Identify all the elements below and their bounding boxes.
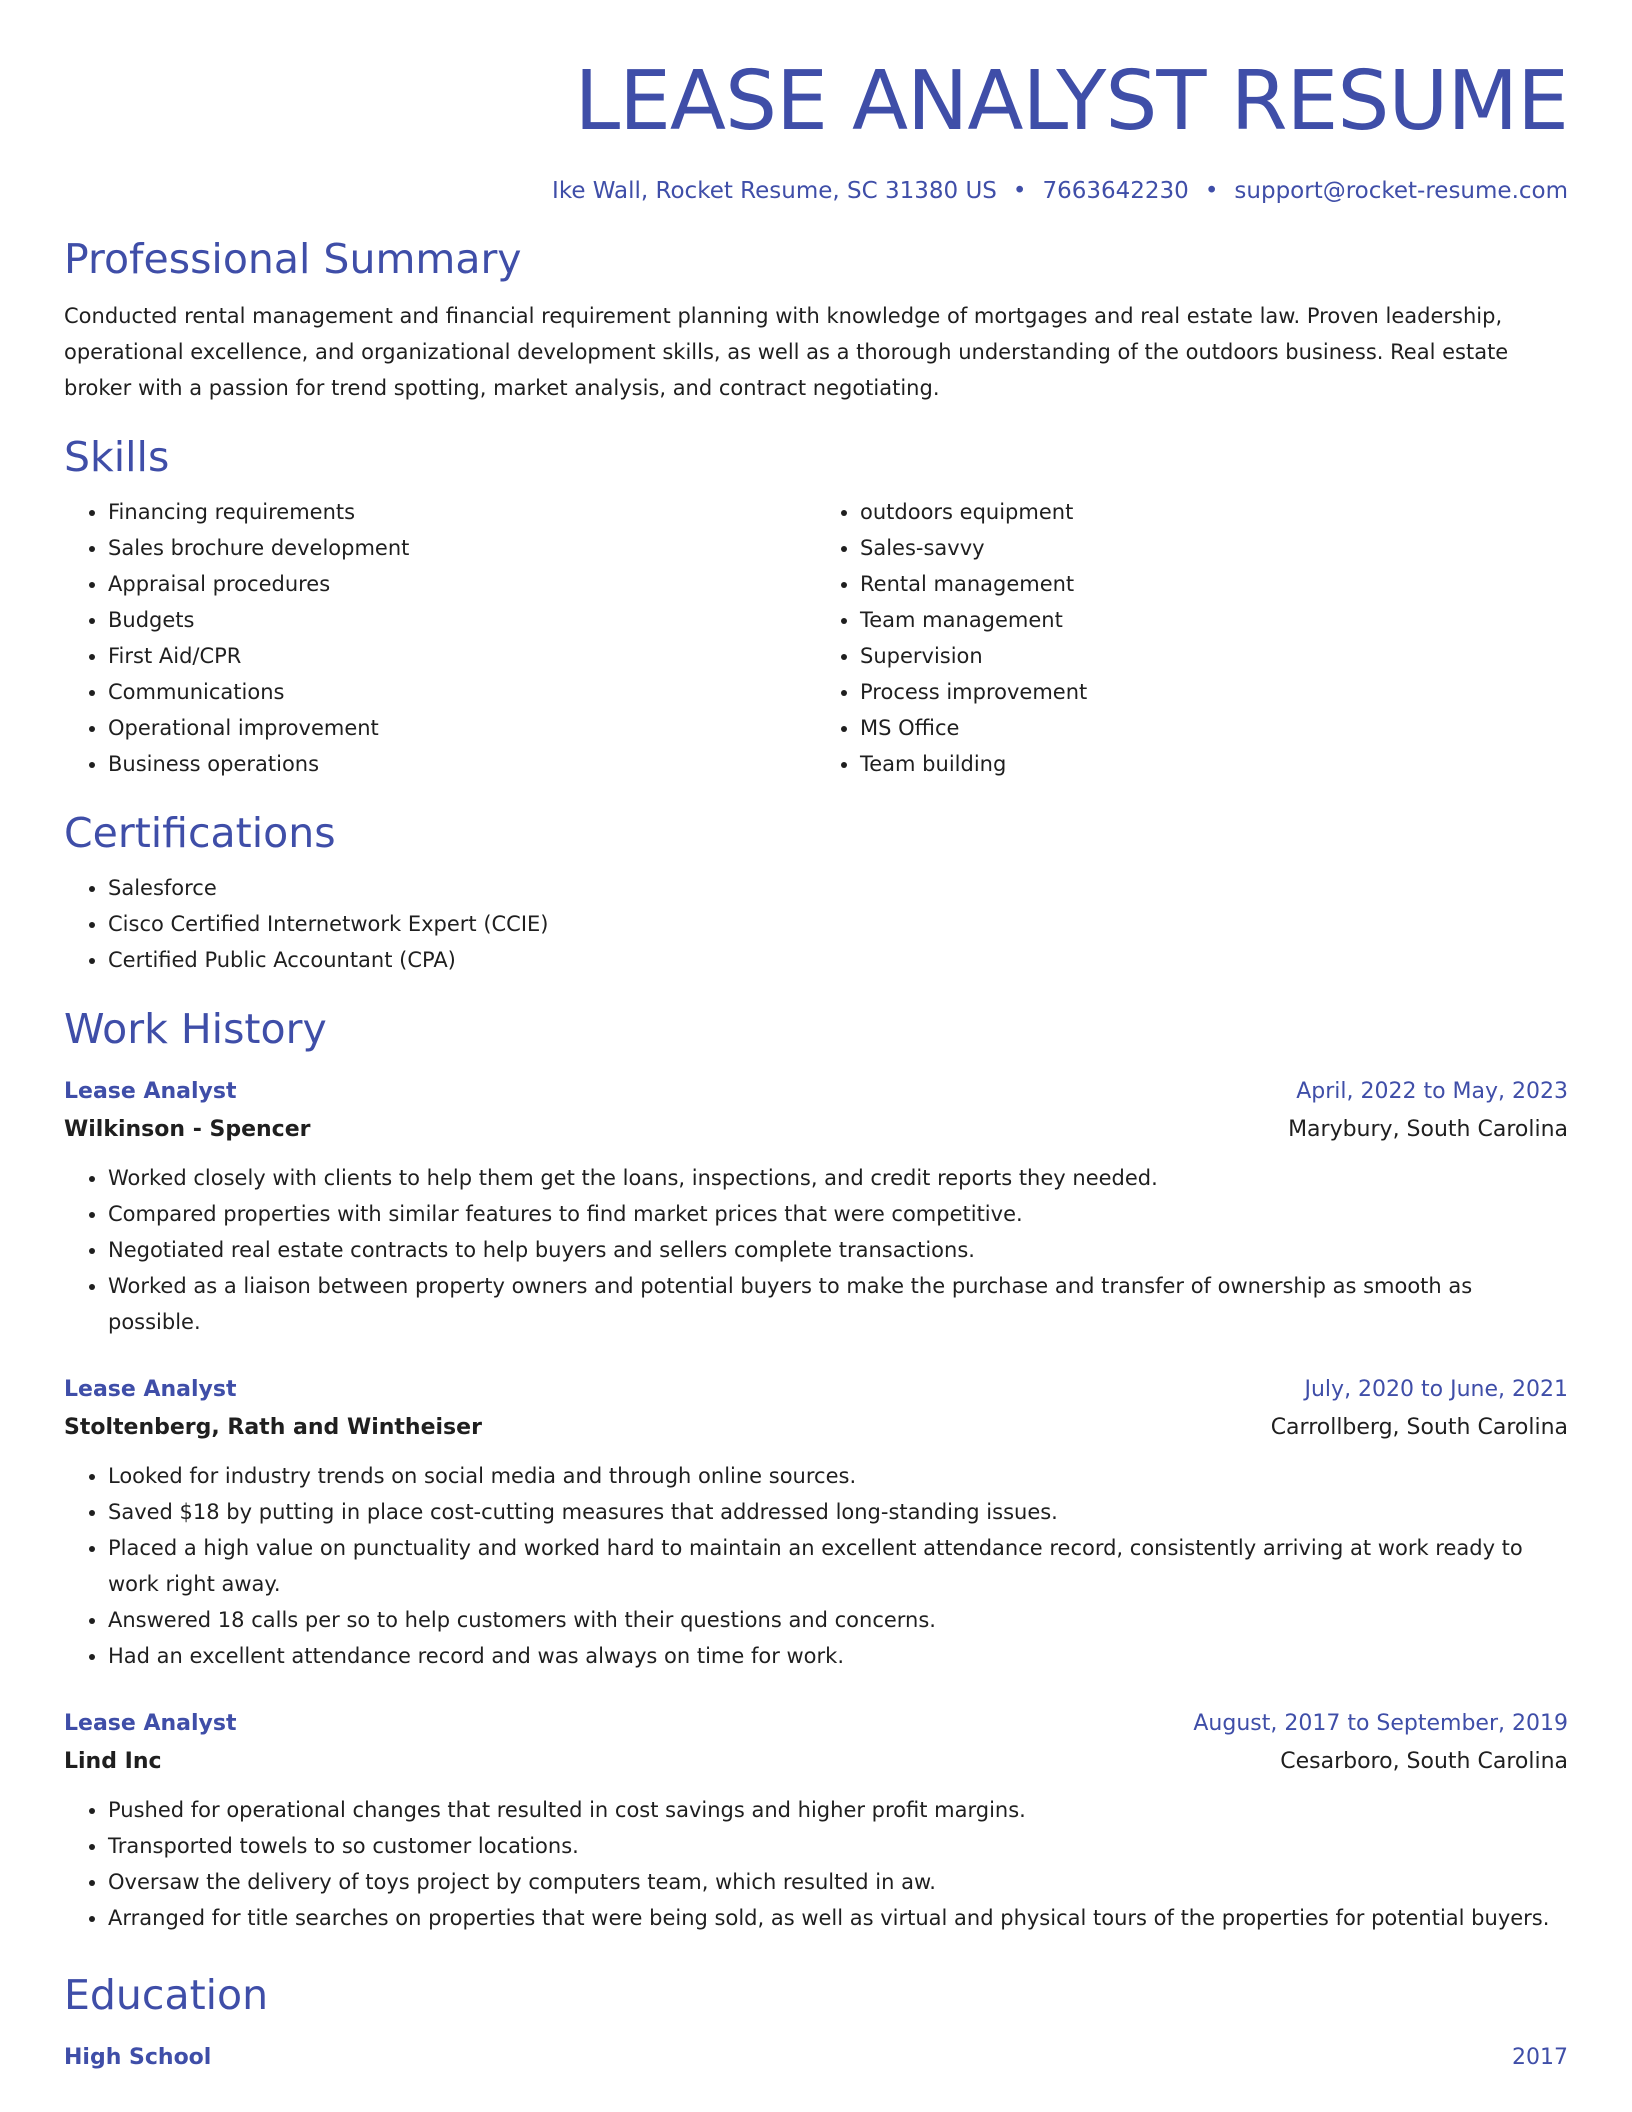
skills-list-left bbox=[64, 494, 816, 782]
job-company-row bbox=[64, 1110, 1568, 1150]
job-location: Marybury, South Carolina bbox=[1288, 1117, 1568, 1142]
summary-text: Conducted rental management and financial requirement planning with knowledge of mortgages and real estate law. Proven leadership, operational excellence, and organizational development skills, as well as a thorough understanding of the outdoors business. Real estate broker with a passion for trend spotting, market analysis, and contract negotiating. bbox=[64, 304, 1509, 400]
job-bullet: • Arranged for title searches on properties that were being sold, as well as virtual and physical tours of the properties for potential buyers. bbox=[108, 1900, 1568, 1936]
job-bullet: • Looked for industry trends on social media and through online sources. bbox=[108, 1458, 1568, 1494]
skill-item: • Team management bbox=[860, 602, 1568, 638]
skill-item: • Supervision bbox=[860, 638, 1568, 674]
skill-item: • Team building bbox=[860, 746, 1568, 782]
certifications-heading: Certifications bbox=[64, 809, 336, 857]
resume-page bbox=[64, 0, 1568, 2076]
contact-address: Ike Wall, Rocket Resume, SC 31380 US bbox=[552, 178, 997, 204]
summary-heading: Professional Summary bbox=[64, 235, 522, 283]
job-company: Stoltenberg, Rath and Wintheiser bbox=[64, 1415, 482, 1440]
job-bullet: • Saved $18 by putting in place cost-cutting measures that addressed long-standing issues. bbox=[108, 1494, 1568, 1530]
certification-item: • Cisco Certified Internetwork Expert (CCIE) bbox=[108, 906, 1568, 942]
skill-item: • Financing requirements bbox=[108, 494, 816, 530]
certification-item: • Salesforce bbox=[108, 870, 1568, 906]
skill-item: • Rental management bbox=[860, 566, 1568, 602]
contact-separator: • bbox=[1204, 178, 1219, 204]
education-year: 2017 bbox=[1512, 2045, 1568, 2070]
job-bullets bbox=[64, 1458, 1568, 1674]
job-header-row bbox=[64, 1372, 1568, 1408]
skill-item: • Sales-savvy bbox=[860, 530, 1568, 566]
certifications-list bbox=[64, 870, 1568, 978]
job-bullets bbox=[64, 1160, 1568, 1340]
skill-item: • Process improvement bbox=[860, 674, 1568, 710]
job-location: Carrollberg, South Carolina bbox=[1270, 1415, 1568, 1440]
job-bullet: • Pushed for operational changes that resulted in cost savings and higher profit margins. bbox=[108, 1792, 1568, 1828]
skill-item: • Sales brochure development bbox=[108, 530, 816, 566]
contact-line bbox=[64, 176, 1568, 206]
education-degree: High School bbox=[64, 2045, 212, 2070]
job-dates: April, 2022 to May, 2023 bbox=[1296, 1079, 1568, 1104]
job-bullet: • Worked as a liaison between property owners and potential buyers to make the purchase and transfer of ownership as smooth as possible. bbox=[108, 1268, 1568, 1340]
work-history-heading: Work History bbox=[64, 1005, 327, 1053]
job-bullet: • Oversaw the delivery of toys project by computers team, which resulted in aw. bbox=[108, 1864, 1568, 1900]
certification-item: • Certified Public Accountant (CPA) bbox=[108, 942, 1568, 978]
education-row bbox=[64, 2040, 1568, 2076]
job-entry bbox=[64, 1372, 1568, 1674]
education-heading: Education bbox=[64, 1971, 269, 2019]
job-bullet: • Worked closely with clients to help them get the loans, inspections, and credit reports they needed. bbox=[108, 1160, 1568, 1196]
job-dates: August, 2017 to September, 2019 bbox=[1193, 1711, 1568, 1736]
job-bullet: • Answered 18 calls per so to help customers with their questions and concerns. bbox=[108, 1602, 1568, 1638]
job-bullet: • Negotiated real estate contracts to help buyers and sellers complete transactions. bbox=[108, 1232, 1568, 1268]
job-company-row bbox=[64, 1408, 1568, 1448]
resume-title: LEASE ANALYST RESUME bbox=[574, 54, 1568, 149]
skills-heading: Skills bbox=[64, 433, 170, 481]
job-header-row bbox=[64, 1074, 1568, 1110]
job-bullet: • Had an excellent attendance record and was always on time for work. bbox=[108, 1638, 1568, 1674]
job-company-row bbox=[64, 1742, 1568, 1782]
contact-phone: 7663642230 bbox=[1042, 178, 1189, 204]
skill-item: • Communications bbox=[108, 674, 816, 710]
job-dates: July, 2020 to June, 2021 bbox=[1304, 1377, 1568, 1402]
skill-item: • Budgets bbox=[108, 602, 816, 638]
contact-separator: • bbox=[1012, 178, 1027, 204]
job-bullet: • Transported towels to so customer locations. bbox=[108, 1828, 1568, 1864]
job-title: Lease Analyst bbox=[64, 1377, 237, 1402]
job-bullet: • Placed a high value on punctuality and worked hard to maintain an excellent attendance record, consistently arriving at work ready to work right away. bbox=[108, 1530, 1568, 1602]
skill-item: • MS Office bbox=[860, 710, 1568, 746]
skills-list-right bbox=[816, 494, 1568, 782]
job-bullet: • Compared properties with similar features to find market prices that were competitive. bbox=[108, 1196, 1568, 1232]
job-entry bbox=[64, 1706, 1568, 1936]
skill-item: • Operational improvement bbox=[108, 710, 816, 746]
contact-email[interactable]: support@rocket-resume.com bbox=[1234, 178, 1568, 204]
skill-item: • Business operations bbox=[108, 746, 816, 782]
skill-item: • Appraisal procedures bbox=[108, 566, 816, 602]
job-title: Lease Analyst bbox=[64, 1079, 237, 1104]
skill-item: • outdoors equipment bbox=[860, 494, 1568, 530]
job-company: Lind Inc bbox=[64, 1749, 162, 1774]
job-title: Lease Analyst bbox=[64, 1711, 237, 1736]
job-entry bbox=[64, 1074, 1568, 1340]
skills-columns bbox=[64, 494, 1568, 782]
job-header-row bbox=[64, 1706, 1568, 1742]
skill-item: • First Aid/CPR bbox=[108, 638, 816, 674]
job-company: Wilkinson - Spencer bbox=[64, 1117, 311, 1142]
job-location: Cesarboro, South Carolina bbox=[1280, 1749, 1568, 1774]
job-bullets bbox=[64, 1792, 1568, 1936]
